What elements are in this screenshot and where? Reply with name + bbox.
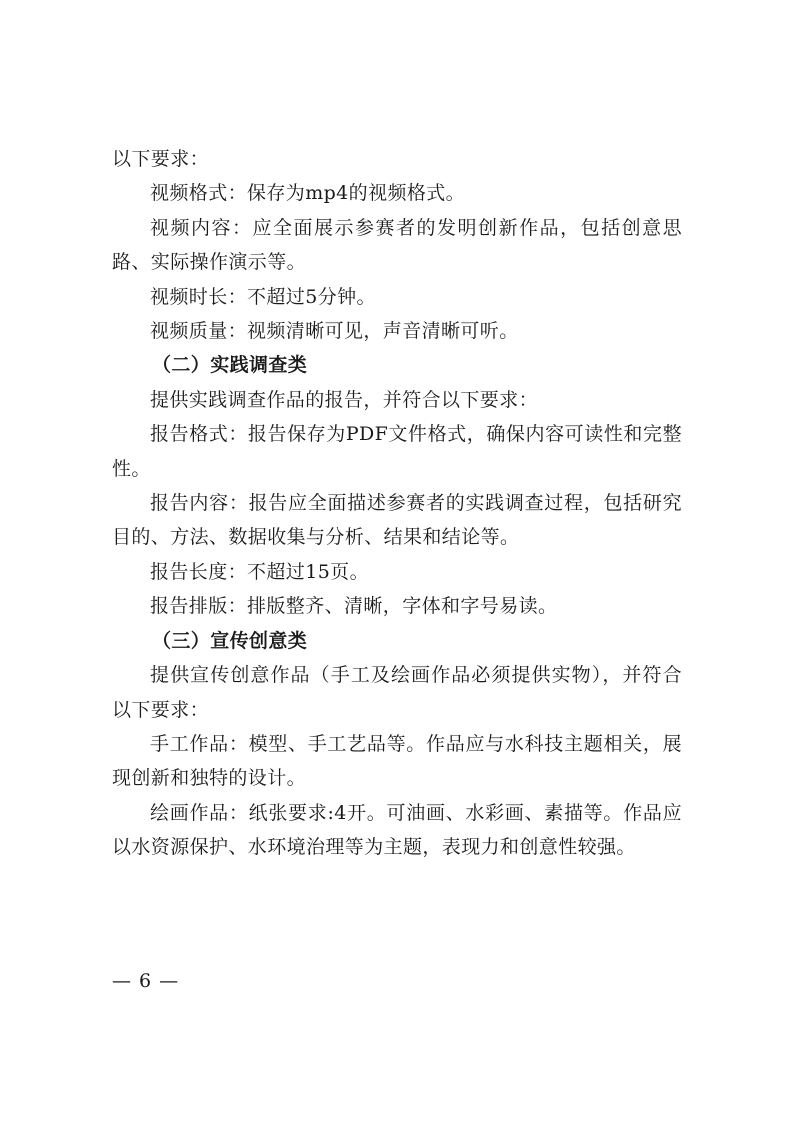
paragraph-survey-intro: 提供实践调查作品的报告，并符合以下要求： (150, 388, 539, 411)
paragraph-report-length: 报告长度：不超过15页。 (150, 560, 369, 583)
paragraph-painting: 绘画作品：纸张要求:4开。可油画、水彩画、素描等。作品应以水资源保护、水环境治理等为主题，表现力和创意性较强。 (112, 801, 682, 859)
paragraph: 以下要求： (112, 148, 210, 170)
section-heading-publicity-creative: （三）宣传创意类 (152, 629, 308, 652)
page-number: — 6 — (112, 970, 180, 992)
paragraph-video-content: 视频内容：应全面展示参赛者的发明创新作品，包括创意思路、实际操作演示等。 (112, 216, 682, 274)
section-heading-practice-survey: （二）实践调查类 (152, 354, 308, 377)
paragraph-video-duration: 视频时长：不超过5分钟。 (150, 285, 376, 308)
body-text (112, 142, 682, 865)
paragraph-report-layout: 报告排版：排版整齐、清晰，字体和字号易读。 (150, 595, 558, 618)
paragraph-creative-intro: 提供宣传创意作品（手工及绘画作品必须提供实物），并符合以下要求： (112, 664, 682, 721)
paragraph-report-format: 报告格式：报告保存为PDF文件格式，确保内容可读性和完整性。 (112, 423, 682, 480)
paragraph-video-format: 视频格式：保存为mp4的视频格式。 (150, 182, 466, 205)
paragraph-report-content: 报告内容：报告应全面描述参赛者的实践调查过程，包括研究目的、方法、数据收集与分析、结果和结论等。 (112, 492, 682, 549)
paragraph-video-quality: 视频质量：视频清晰可见，声音清晰可听。 (150, 320, 519, 343)
paragraph-handcraft: 手工作品：模型、手工艺品等。作品应与水科技主题相关，展现创新和独特的设计。 (112, 732, 682, 790)
